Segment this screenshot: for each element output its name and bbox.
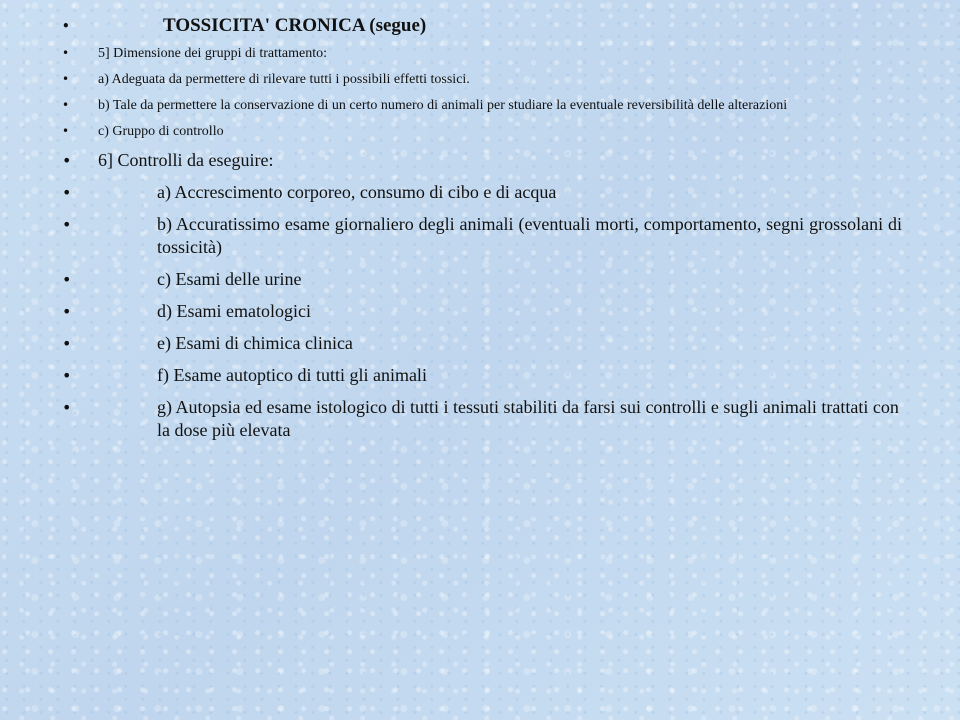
list-item — [62, 213, 902, 259]
list-item-text: 5] Dimensione dei gruppi di trattamento: — [98, 46, 328, 61]
list-item — [62, 71, 902, 88]
list-item-text: b) Accuratissimo esame giornaliero degli animali (eventuali morti, comportamento, segni grossolani di tossicità) — [157, 214, 902, 257]
bullet-icon: • — [62, 270, 72, 289]
list-item-text: a) Accrescimento corporeo, consumo di cibo e di acqua — [157, 182, 557, 202]
bullet-icon: • — [62, 215, 72, 234]
bullet-icon: • — [62, 19, 70, 33]
list-item — [62, 268, 902, 291]
bullet-icon: • — [62, 98, 70, 112]
list-item — [62, 364, 902, 387]
list-item-text: e) Esami di chimica clinica — [157, 333, 353, 353]
bullet-icon: • — [62, 398, 72, 417]
list-item — [62, 97, 902, 114]
bullet-icon: • — [62, 151, 72, 170]
bullet-icon: • — [62, 124, 70, 138]
bullet-icon: • — [62, 46, 70, 60]
slide-title-text: TOSSICITA' CRONICA (segue) — [163, 15, 427, 36]
bullet-icon: • — [62, 366, 72, 385]
list-item — [62, 123, 902, 140]
slide-title — [62, 14, 902, 38]
list-item — [62, 45, 902, 62]
bullet-icon: • — [62, 72, 70, 86]
list-item — [62, 181, 902, 204]
list-item-text: g) Autopsia ed esame istologico di tutti i tessuti stabiliti da farsi sui controlli e sugli animali trattati con la dose più elevata — [157, 397, 899, 440]
list-item — [62, 300, 902, 323]
list-item-text: d) Esami ematologici — [157, 301, 311, 321]
bullet-icon: • — [62, 302, 72, 321]
list-item-text: c) Esami delle urine — [157, 269, 302, 289]
bullet-icon: • — [62, 334, 72, 353]
list-item — [62, 396, 902, 442]
bullet-icon: • — [62, 183, 72, 202]
bullet-list — [62, 14, 902, 451]
list-item-text: b) Tale da permettere la conservazione di un certo numero di animali per studiare la eventuale reversibilità delle alterazioni — [98, 98, 788, 113]
list-item-text: a) Adeguata da permettere di rilevare tutti i possibili effetti tossici. — [98, 72, 470, 87]
list-item — [62, 332, 902, 355]
list-item-text: 6] Controlli da eseguire: — [98, 150, 274, 170]
list-item-text: c) Gruppo di controllo — [98, 124, 224, 139]
list-item-text: f) Esame autoptico di tutti gli animali — [157, 365, 427, 385]
list-item — [62, 149, 902, 172]
